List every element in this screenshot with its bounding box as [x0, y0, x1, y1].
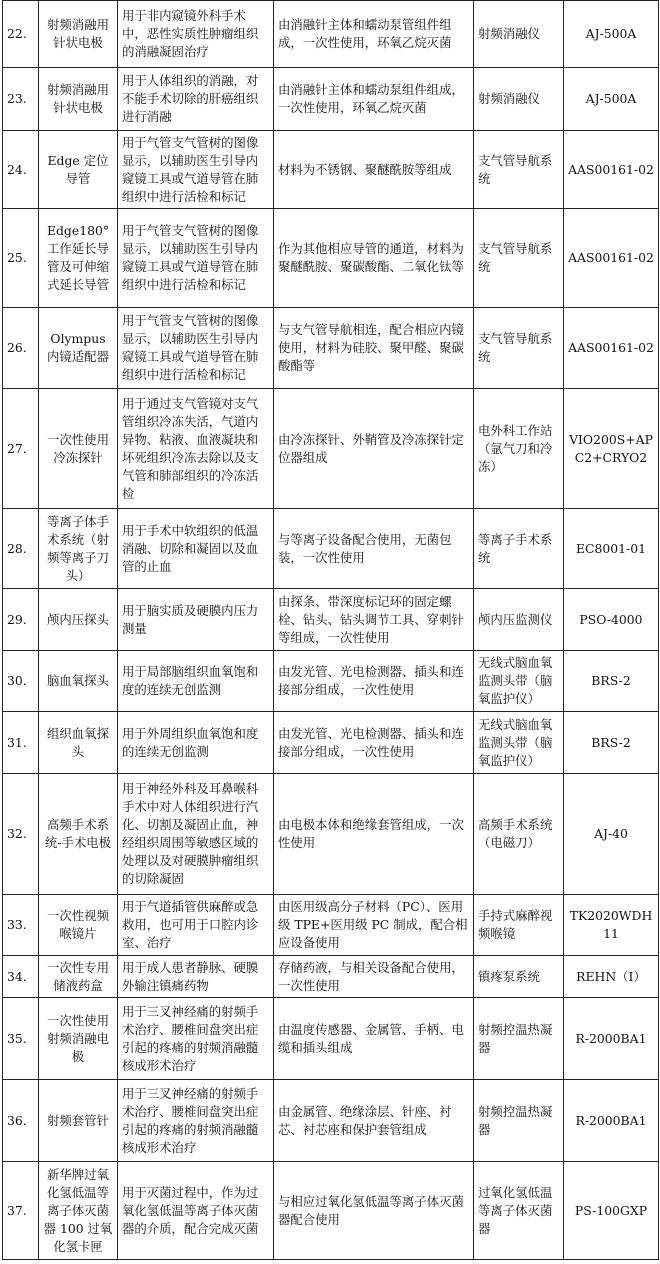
model-number: PS-100GXP [564, 1162, 659, 1260]
model-number: EC8001-01 [564, 509, 659, 589]
composition: 由发光管、光电检测器、插头和连接部分组成，一次性使用 [274, 712, 474, 774]
composition: 由探条、带深度标记环的固定螺栓、钻头、钻头调节工具、穿刺针等组成，一次性使用 [274, 589, 474, 651]
row-number: 33. [3, 895, 39, 956]
table-row [3, 712, 659, 774]
device-table-body [3, 1, 659, 1260]
row-number: 29. [3, 589, 39, 651]
composition: 材料为不锈钢、聚醚酰胺等组成 [274, 131, 474, 209]
model-number: R-2000BA1 [564, 998, 659, 1080]
product-name: 等离子体手术系统（射频等离子刀头） [39, 509, 118, 589]
model-number: AAS00161-02 [564, 131, 659, 209]
device-name: 等离子手术系统 [474, 509, 564, 589]
table-row [3, 509, 659, 589]
table-row [3, 209, 659, 308]
product-name: 高频手术系统-手术电极 [39, 774, 118, 895]
model-number: AJ-500A [564, 1, 659, 68]
table-row [3, 895, 659, 956]
product-name: Edge 定位导管 [39, 131, 118, 209]
intended-use: 用于气管支气管树的图像显示，以辅助医生引导内窥镜工具或气道导管在肺组织中进行活检和标记 [118, 209, 274, 308]
intended-use: 用于灭菌过程中，作为过氧化氢低温等离子体灭菌器的介质，配合完成灭菌 [118, 1162, 274, 1260]
row-number: 23. [3, 68, 39, 131]
product-name: 颅内压探头 [39, 589, 118, 651]
intended-use: 用于气道插管供麻醉或急救用，也可用于口腔内诊室、治疗 [118, 895, 274, 956]
row-number: 31. [3, 712, 39, 774]
product-name: Olympus 内镜适配器 [39, 308, 118, 389]
model-number: BRS-2 [564, 712, 659, 774]
row-number: 27. [3, 389, 39, 509]
intended-use: 用于非内窥镜外科手术中，恶性实质性肿瘤组织的消融凝固治疗 [118, 1, 274, 68]
table-row [3, 651, 659, 712]
intended-use: 用于成人患者静脉、硬膜外输注镇痛药物 [118, 956, 274, 998]
row-number: 22. [3, 1, 39, 68]
composition: 与相应过氧化氢低温等离子体灭菌器配合使用 [274, 1162, 474, 1260]
row-number: 36. [3, 1080, 39, 1162]
device-name: 电外科工作站（氩气刀和冷冻） [474, 389, 564, 509]
device-name: 支气管导航系统 [474, 308, 564, 389]
intended-use: 用于外周组织血氧饱和度的连续无创监测 [118, 712, 274, 774]
table-row [3, 131, 659, 209]
model-number: TK2020WDH11 [564, 895, 659, 956]
intended-use: 用于通过支气管镜对支气管组织冷冻失活，气道内异物、粘液、血液凝块和坏死组织冷冻去除以及支气管和肺部组织的冷冻活检 [118, 389, 274, 509]
intended-use: 用于三叉神经痛的射频手术治疗、腰椎间盘突出症引起的疼痛的射频消融髓核成形术治疗 [118, 998, 274, 1080]
product-name: 脑血氧探头 [39, 651, 118, 712]
device-name: 过氧化氢低温等离子体灭菌器 [474, 1162, 564, 1260]
composition: 由发光管、光电检测器、插头和连接部分组成，一次性使用 [274, 651, 474, 712]
product-name: 射频消融用针状电极 [39, 1, 118, 68]
row-number: 25. [3, 209, 39, 308]
device-name: 镇疼泵系统 [474, 956, 564, 998]
composition: 由消融针主体和蠕动泵管组件组成，一次性使用，环氧乙烷灭菌 [274, 1, 474, 68]
row-number: 28. [3, 509, 39, 589]
composition: 存储药液，与相关设备配合使用，一次性使用 [274, 956, 474, 998]
intended-use: 用于神经外科及耳鼻喉科手术中对人体组织进行汽化、切割及凝固止血，神经组织周围等敏感区域的处理以及对硬膜肿瘤组织的切除凝固 [118, 774, 274, 895]
table-row [3, 1080, 659, 1162]
row-number: 32. [3, 774, 39, 895]
product-name: 射频套管针 [39, 1080, 118, 1162]
row-number: 24. [3, 131, 39, 209]
model-number: AAS00161-02 [564, 308, 659, 389]
device-name: 射频控温热凝器 [474, 998, 564, 1080]
product-name: 组织血氧探头 [39, 712, 118, 774]
table-row [3, 68, 659, 131]
table-row [3, 308, 659, 389]
product-name: Edge180°工作延长导管及可伸缩式延长导管 [39, 209, 118, 308]
intended-use: 用于脑实质及硬膜内压力测量 [118, 589, 274, 651]
composition: 由消融针主体和蠕动泵组件组成，一次性使用，环氧乙烷灭菌 [274, 68, 474, 131]
product-name: 一次性视频喉镜片 [39, 895, 118, 956]
composition: 作为其他相应导管的通道，材料为聚醚酰胺、聚碳酸酯、二氧化钛等 [274, 209, 474, 308]
product-name: 新华牌过氧化氢低温等离子体灭菌器 100 过氧化氢卡匣 [39, 1162, 118, 1260]
composition: 与等离子设备配合使用，无菌包装，一次性使用 [274, 509, 474, 589]
product-name: 射频消融用针状电极 [39, 68, 118, 131]
device-name: 支气管导航系统 [474, 131, 564, 209]
model-number: BRS-2 [564, 651, 659, 712]
device-name: 高频手术系统（电磁刀） [474, 774, 564, 895]
device-name: 手持式麻醉视频喉镜 [474, 895, 564, 956]
table-row [3, 1162, 659, 1260]
table-row [3, 1, 659, 68]
device-name: 射频消融仪 [474, 1, 564, 68]
row-number: 34. [3, 956, 39, 998]
composition: 由金属管、绝缘涂层、针座、衬芯、衬芯座和保护套管组成 [274, 1080, 474, 1162]
product-name: 一次性使用射频消融电极 [39, 998, 118, 1080]
composition: 由温度传感器、金属管、手柄、电缆和插头组成 [274, 998, 474, 1080]
table-row [3, 956, 659, 998]
composition: 与支气管导航相连，配合相应内镜使用，材料为硅胶、聚甲醛、聚碳酸酯等 [274, 308, 474, 389]
model-number: R-2000BA1 [564, 1080, 659, 1162]
intended-use: 用于三叉神经痛的射频手术治疗、腰椎间盘突出症引起的疼痛的射频消融髓核成形术治疗 [118, 1080, 274, 1162]
device-table [2, 0, 659, 1260]
intended-use: 用于手术中软组织的低温消融、切除和凝固以及血管的止血 [118, 509, 274, 589]
intended-use: 用于人体组织的消融，对不能手术切除的肝癌组织进行消融 [118, 68, 274, 131]
row-number: 37. [3, 1162, 39, 1260]
intended-use: 用于气管支气管树的图像显示，以辅助医生引导内窥镜工具或气道导管在肺组织中进行活检和标记 [118, 308, 274, 389]
model-number: AAS00161-02 [564, 209, 659, 308]
device-name: 无线式脑血氧监测头带（脑氧监护仪） [474, 712, 564, 774]
model-number: REHN（I） [564, 956, 659, 998]
row-number: 30. [3, 651, 39, 712]
model-number: AJ-500A [564, 68, 659, 131]
model-number: VIO200S+APC2+CRYO2 [564, 389, 659, 509]
device-name: 颅内压监测仪 [474, 589, 564, 651]
device-name: 支气管导航系统 [474, 209, 564, 308]
product-name: 一次性专用储液药盒 [39, 956, 118, 998]
row-number: 35. [3, 998, 39, 1080]
row-number: 26. [3, 308, 39, 389]
intended-use: 用于局部脑组织血氧饱和度的连续无创监测 [118, 651, 274, 712]
model-number: PSO-4000 [564, 589, 659, 651]
composition: 由冷冻探针、外鞘管及冷冻探针定位器组成 [274, 389, 474, 509]
device-name: 射频消融仪 [474, 68, 564, 131]
table-row [3, 389, 659, 509]
table-row [3, 589, 659, 651]
device-name: 射频控温热凝器 [474, 1080, 564, 1162]
table-row [3, 998, 659, 1080]
table-row [3, 774, 659, 895]
composition: 由医用级高分子材料（PC）、医用级 TPE+医用级 PC 制成，配合相应设备使用 [274, 895, 474, 956]
device-name: 无线式脑血氧监测头带（脑氧监护仪） [474, 651, 564, 712]
model-number: AJ-40 [564, 774, 659, 895]
composition: 由电极本体和绝缘套管组成，一次性使用 [274, 774, 474, 895]
product-name: 一次性使用冷冻探针 [39, 389, 118, 509]
intended-use: 用于气管支气管树的图像显示，以辅助医生引导内窥镜工具或气道导管在肺组织中进行活检和标记 [118, 131, 274, 209]
